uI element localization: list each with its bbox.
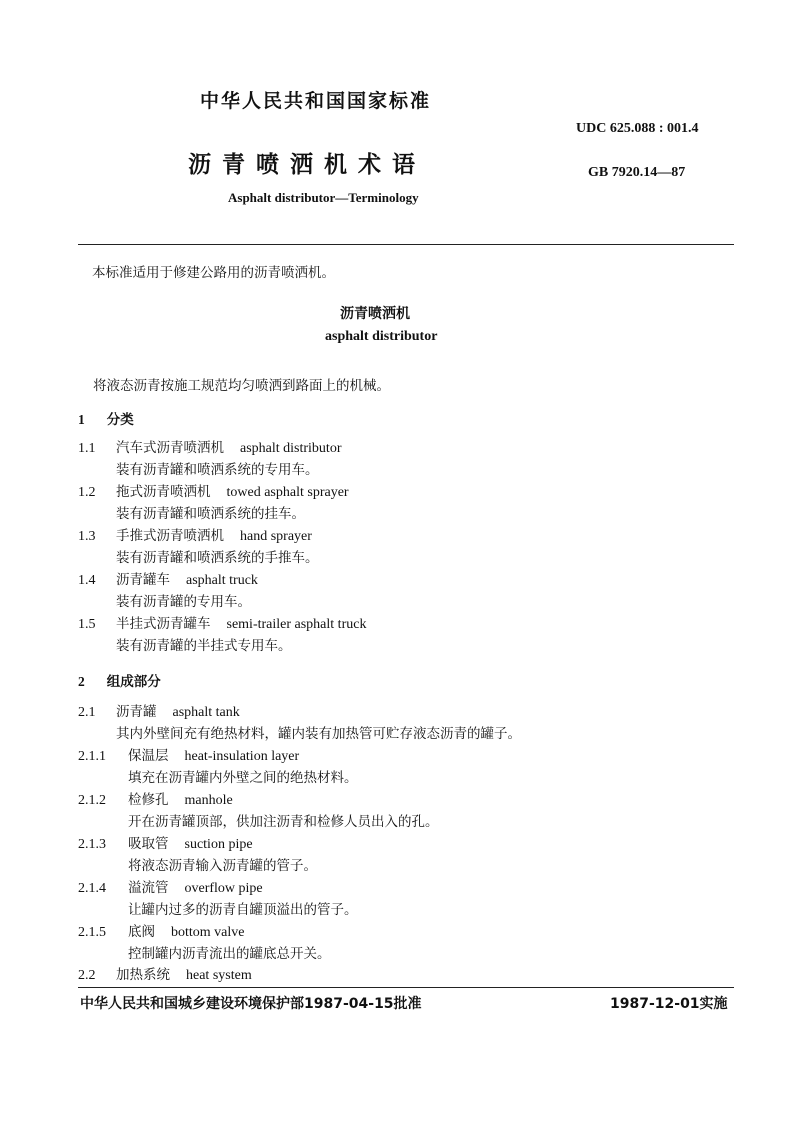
term-entry — [78, 613, 366, 657]
term-number: 2.1.3 — [78, 837, 106, 852]
header-divider — [78, 244, 734, 245]
term-definition: 装有沥青罐的半挂式专用车。 — [116, 638, 292, 654]
effective-date: 1987-12-01实施 — [610, 996, 728, 1012]
term-english: towed asphalt sprayer — [226, 485, 349, 500]
section-title: 分类 — [106, 412, 134, 428]
national-standard-heading: 中华人民共和国国家标准 — [200, 90, 432, 112]
term-chinese: 溢流管 — [128, 880, 169, 896]
term-english: hand sprayer — [240, 529, 312, 544]
term-number: 2.1.2 — [78, 793, 106, 808]
udc-code: UDC 625.088 : 001.4 — [576, 121, 699, 136]
term-entry — [78, 481, 349, 525]
term-definition: 装有沥青罐和喷洒系统的挂车。 — [116, 506, 305, 522]
term-entry — [78, 437, 342, 481]
term-chinese: 沥青罐车 — [116, 572, 170, 588]
term-number: 2.1.4 — [78, 881, 106, 896]
term-english: bottom valve — [171, 925, 245, 940]
section-number: 1 — [78, 412, 85, 427]
term-number: 1.1 — [78, 441, 96, 456]
section-number: 2 — [78, 674, 85, 689]
document-subtitle: Asphalt distributor—Terminology — [228, 190, 419, 205]
term-number: 1.3 — [78, 529, 96, 544]
section-heading — [78, 408, 134, 428]
term-number: 1.4 — [78, 573, 96, 588]
term-chinese: 沥青罐 — [116, 704, 157, 720]
term-english: asphalt tank — [172, 705, 240, 720]
term-chinese: 底阀 — [128, 924, 155, 940]
term-chinese: 保温层 — [128, 748, 169, 764]
main-term-chinese: 沥青喷洒机 — [340, 306, 410, 322]
term-english: suction pipe — [184, 837, 253, 852]
main-term-english: asphalt distributor — [325, 329, 438, 344]
approval-statement: 中华人民共和国城乡建设环境保护部1987-04-15批准 — [80, 996, 422, 1012]
term-chinese: 拖式沥青喷洒机 — [116, 484, 211, 500]
term-definition: 装有沥青罐的专用车。 — [116, 594, 251, 610]
term-definition: 控制罐内沥青流出的罐底总开关。 — [128, 946, 331, 962]
term-definition: 将液态沥青输入沥青罐的管子。 — [128, 858, 317, 874]
term-number: 2.2 — [78, 968, 96, 983]
term-entry — [78, 789, 439, 833]
term-english: overflow pipe — [184, 881, 263, 896]
term-chinese: 手推式沥青喷洒机 — [116, 528, 224, 544]
document-title: 沥青喷洒机术语 — [188, 152, 426, 178]
term-english: manhole — [184, 793, 233, 808]
term-entry — [78, 921, 331, 965]
term-entry — [78, 525, 319, 569]
term-definition: 装有沥青罐和喷洒系统的手推车。 — [116, 550, 319, 566]
term-number: 2.1 — [78, 705, 96, 720]
footer-divider — [78, 987, 734, 988]
term-chinese: 吸取管 — [128, 836, 169, 852]
term-english: heat system — [186, 968, 252, 983]
term-entry — [78, 877, 358, 921]
main-term-definition: 将液态沥青按施工规范均匀喷洒到路面上的机械。 — [93, 378, 390, 394]
term-definition: 让罐内过多的沥青自罐顶溢出的管子。 — [128, 902, 358, 918]
term-definition: 填充在沥青罐内外壁之间的绝热材料。 — [128, 770, 358, 786]
term-english: asphalt truck — [186, 573, 258, 588]
gb-code: GB 7920.14—87 — [588, 165, 686, 180]
scope-statement: 本标准适用于修建公路用的沥青喷洒机。 — [92, 265, 335, 281]
term-english: semi-trailer asphalt truck — [226, 617, 367, 632]
term-definition: 开在沥青罐顶部，供加注沥青和检修人员出入的孔。 — [128, 814, 439, 830]
term-definition: 其内外壁间充有绝热材料，罐内装有加热管可贮存液态沥青的罐子。 — [116, 726, 521, 742]
term-chinese: 检修孔 — [128, 792, 169, 808]
section-title: 组成部分 — [106, 674, 161, 690]
section-heading — [78, 670, 161, 690]
term-chinese: 汽车式沥青喷洒机 — [116, 440, 224, 456]
term-english: asphalt distributor — [240, 441, 342, 456]
term-entry — [78, 701, 521, 745]
term-entry — [78, 964, 252, 986]
term-number: 1.2 — [78, 485, 96, 500]
term-number: 2.1.1 — [78, 749, 106, 764]
term-chinese: 半挂式沥青罐车 — [116, 616, 211, 632]
term-entry — [78, 569, 258, 613]
term-definition: 装有沥青罐和喷洒系统的专用车。 — [116, 462, 319, 478]
term-entry — [78, 745, 358, 789]
term-entry — [78, 833, 317, 877]
term-number: 2.1.5 — [78, 925, 106, 940]
term-chinese: 加热系统 — [116, 967, 170, 983]
term-number: 1.5 — [78, 617, 96, 632]
term-english: heat-insulation layer — [184, 749, 300, 764]
